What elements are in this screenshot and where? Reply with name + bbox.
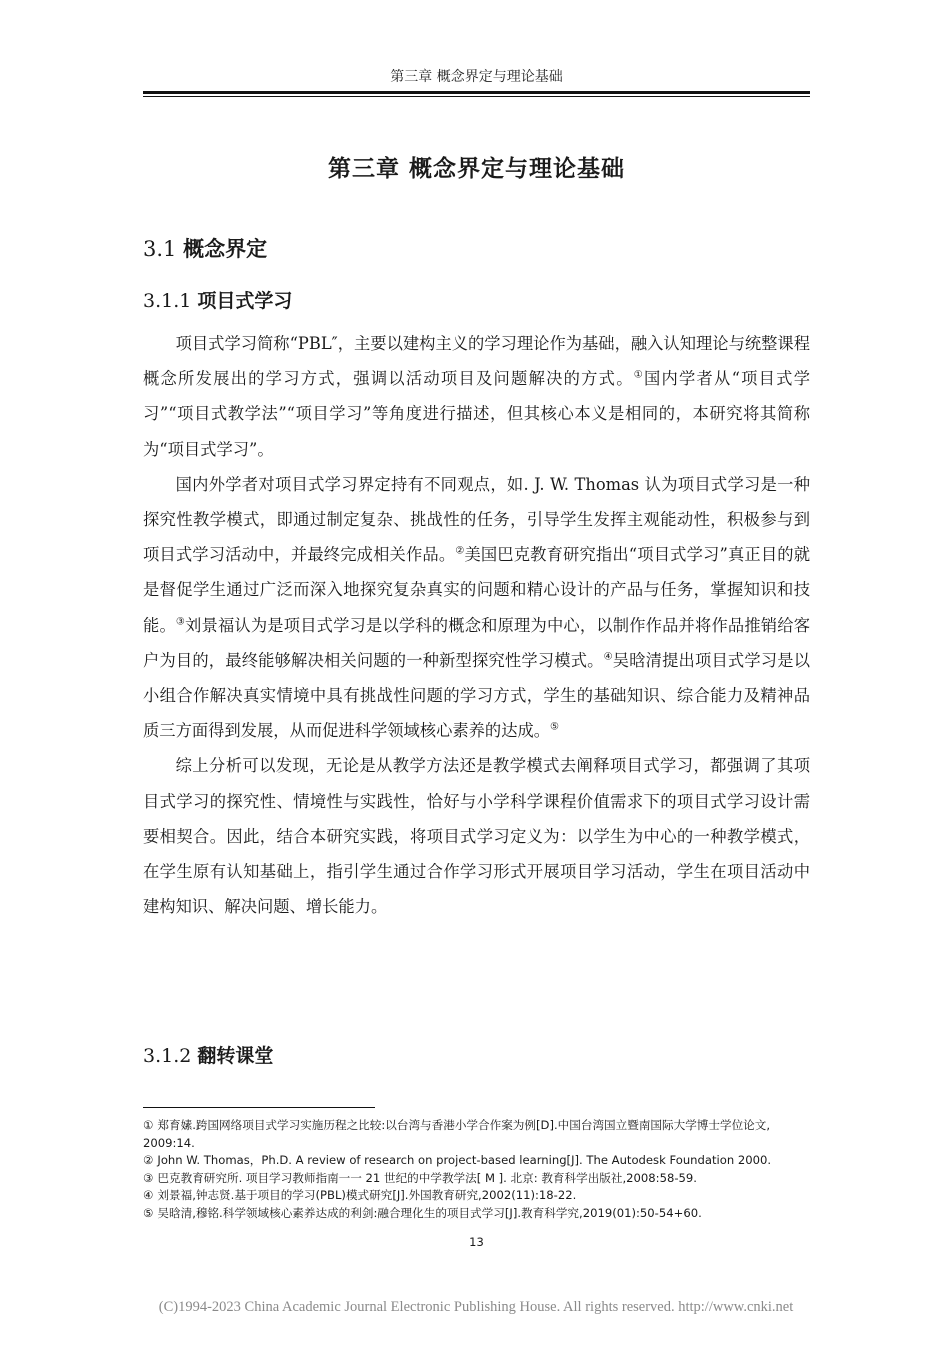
body-text [143, 326, 810, 924]
subsection-number: 3.1.2 [143, 1045, 192, 1067]
footnote-ref: ③ [175, 616, 186, 628]
footnote-ref: ② [455, 545, 465, 557]
footnote-text: 吴晗清,穆铭.科学领域核心素养达成的利剑:融合理化生的项目式学习[J].教育科学究,2019(01):50-54+60. [157, 1205, 702, 1220]
footnote [143, 1117, 810, 1152]
running-header: 第三章 概念界定与理论基础 [390, 69, 563, 85]
paragraph-text: 综上分析可以发现，无论是从教学方法还是教学模式去阐释项目式学习，都强调了其项目式学习的探究性、情境性与实践性，恰好与小学科学课程价值需求下的项目式学习设计需要相契合。因此，结合本研究实践，将项目式学习定义为：以学生为中心的一种教学模式，在学生原有认知基础上，指引学生通过合作学习形式开展项目学习活动，学生在项目活动中建构知识、解决问题、增长能力。 [143, 756, 810, 917]
footnote-ref: ① [633, 369, 644, 381]
chapter-title: 第三章 概念界定与理论基础 [327, 156, 625, 182]
footnote-text: 刘景福,钟志贤.基于项目的学习(PBL)模式研究[J].外国教育研究,2002(11):18-22. [157, 1188, 577, 1203]
footnote-text: John W. Thomas，Ph.D. A review of research on project-based learning[J]. The Autodesk Foundation 2000. [157, 1153, 772, 1168]
footnote-text: 郑育嫊.跨国网络项目式学习实施历程之比较:以台湾与香港小学合作案为例[D].中国台湾国立暨南国际大学博士学位论文, 2009:14. [143, 1118, 771, 1150]
footnote [143, 1187, 810, 1205]
subsection-number: 3.1.1 [143, 290, 192, 312]
paragraph-text: 吴晗清提出项目式学习是以小组合作解决真实情境中具有挑战性问题的学习方式，学生的基础知识、综合能力及精神品质三方面得到发展，从而促进科学领域核心素养的达成。 [143, 650, 810, 741]
footnote-mark: ⑤ [143, 1205, 154, 1220]
paragraph [143, 467, 810, 749]
subsection-heading [143, 286, 292, 313]
paragraph-text: 国内外学者对项目式学习界定持有不同观点，如. J. W. Thomas 认为项目式学习是一种探究性教学模式，即通过制定复杂、挑战性的任务，引导学生发挥主观能动性，积极参与到项目式学习活动中，并最终完成相关作品。 [143, 474, 810, 565]
section-number: 3.1 [143, 237, 177, 261]
footnote [143, 1152, 810, 1170]
paragraph-text: 项目式学习简称“PBL″，主要以建构主义的学习理论作为基础，融入认知理论与统整课程概念所发展出的学习方式，强调以活动项目及问题解决的方式。 [143, 334, 810, 389]
footnote-mark: ③ [143, 1170, 154, 1185]
footnote-mark: ④ [143, 1188, 154, 1203]
header-rule-thick [143, 91, 810, 94]
footnote-mark: ② [143, 1153, 154, 1168]
paragraph-text: 国内学者从“项目式学习”“项目式教学法”“项目学习”等角度进行描述，但其核心本义是相同的，本研究将其简称为“项目式学习”。 [143, 369, 810, 459]
page-number: 13 [469, 1235, 484, 1249]
footnote [143, 1205, 810, 1223]
copyright-notice: (C)1994-2023 China Academic Journal Electronic Publishing House. All rights reserved. http://www.cnki.net [158, 1299, 794, 1315]
footnote-mark: ① [143, 1118, 154, 1132]
subsection-title: 翻转课堂 [197, 1045, 274, 1067]
header-rule-thin [143, 96, 810, 97]
footnote-ref: ⑤ [550, 721, 560, 733]
section-title: 概念界定 [183, 237, 268, 261]
section-heading [143, 233, 267, 263]
paragraph-text: 美国巴克教育研究指出“项目式学习”真正目的就是督促学生通过广泛而深入地探究复杂真实的问题和精心设计的产品与任务，掌握知识和技能。 [143, 545, 810, 635]
paragraph [143, 748, 810, 924]
footnote [143, 1170, 810, 1188]
paragraph-text: 刘景福认为是项目式学习是以学科的概念和原理为中心，以制作作品并将作品推销给客户为目的，最终能够解决相关问题的一种新型探究性学习模式。 [143, 615, 810, 670]
footnote-rule [143, 1107, 375, 1108]
subsection-title: 项目式学习 [197, 290, 293, 312]
paragraph [143, 326, 810, 467]
subsection-heading [143, 1041, 273, 1068]
footnote-text: 巴克教育研究所. 项目学习教师指南一一 21 世纪的中学教学法[ M ]. 北京: 教育科学出版社,2008:58-59. [157, 1170, 697, 1185]
footnotes [143, 1117, 810, 1223]
footnote-ref: ④ [603, 651, 613, 663]
